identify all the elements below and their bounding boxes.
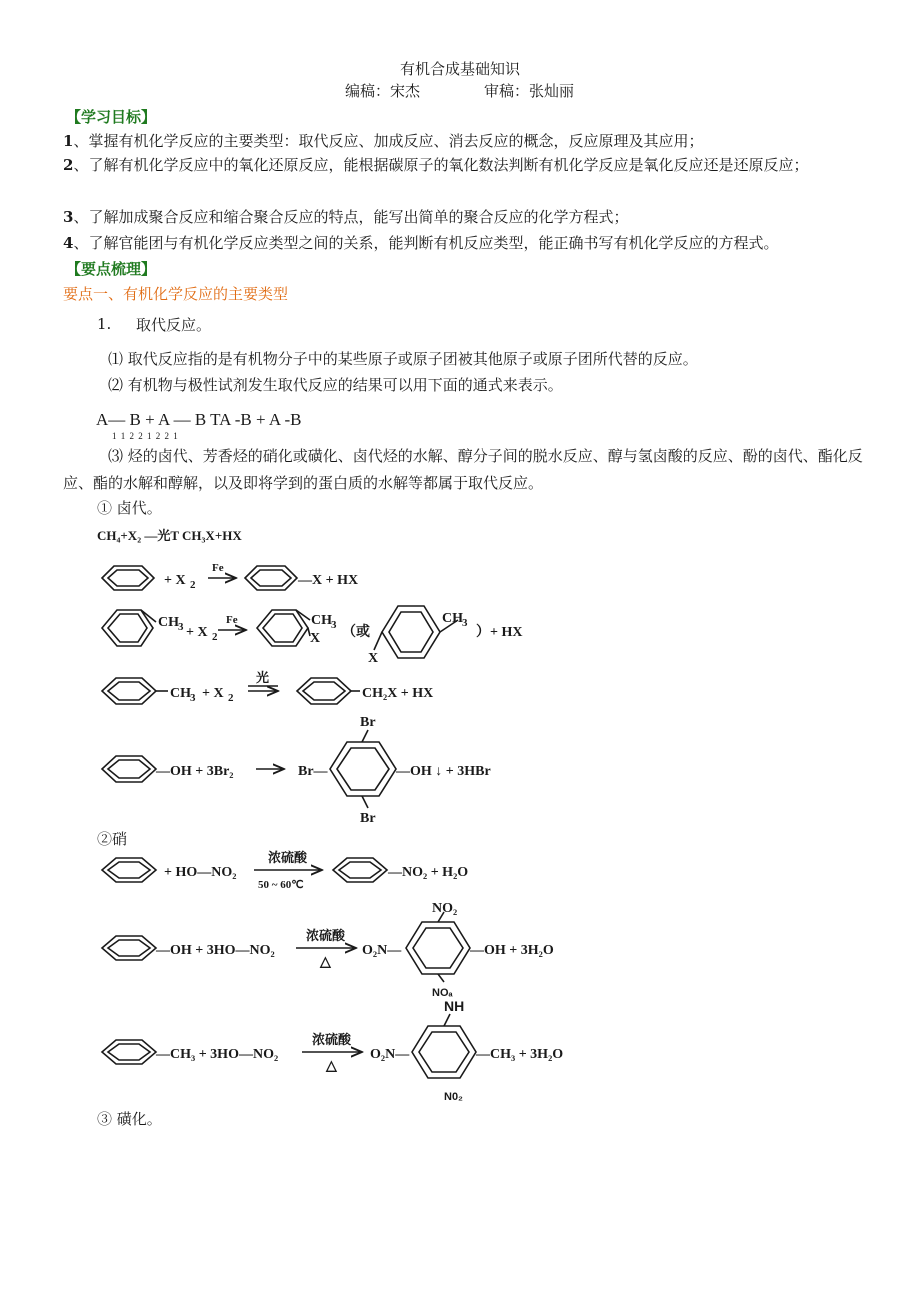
svg-text:（或: （或 [342, 625, 370, 640]
svg-text:CH: CH [442, 611, 463, 626]
svg-text:+ X: + X [186, 625, 208, 640]
svg-text:NH: NH [444, 998, 465, 1014]
objective-text: 、掌握有机化学反应的主要类型：取代反应、加成反应、消去反应的概念，反应原理及其应用； [73, 132, 704, 150]
svg-text:△: △ [326, 1059, 337, 1074]
svg-text:+ HO—NO₂: + HO—NO₂ [164, 865, 237, 880]
objective-number: 2 [63, 156, 74, 174]
svg-text:CH₂X + HX: CH₂X + HX [362, 686, 434, 701]
objective-number: 4 [63, 234, 74, 252]
paragraph-1: ⑴ 取代反应指的是有机物分子中的某些原子或原子团被其他原子或原子团所代替的反应。 [108, 350, 698, 368]
page-title: 有机合成基础知识 [400, 60, 521, 78]
svg-text:Fe: Fe [212, 562, 224, 574]
svg-text:Br: Br [360, 811, 376, 826]
svg-text:—OH + 3HO—NO₂: —OH + 3HO—NO₂ [156, 943, 275, 958]
paragraph-3: ⑶ 烃的卤代、芳香烃的硝化或磺化、卤代烃的水解、醇分子间的脱水反应、醇与氢卤酸的反应、酚的卤代、酯化反应、酯的水解和醇解，以及即将学到的蛋白质的水解等都属于取代反应。 [63, 447, 863, 492]
svg-text:NOₐ: NOₐ [432, 987, 453, 999]
svg-text:O₂N—: O₂N— [370, 1047, 410, 1062]
tnt-ring-icon [412, 1026, 476, 1078]
svg-text:+ X: + X [202, 686, 224, 701]
svg-text:浓硫酸: 浓硫酸 [306, 929, 346, 944]
sulfonation-label: ③ 磺化。 [97, 1110, 162, 1128]
tribromophenol-ring-icon [330, 742, 396, 796]
svg-text:△: △ [320, 955, 331, 970]
objective-text: 、了解加成聚合反应和缩合聚合反应的特点，能写出简单的聚合反应的化学方程式； [73, 208, 629, 226]
svg-text:N0₂: N0₂ [444, 1091, 463, 1103]
svg-text:）+ HX: ）+ HX [476, 625, 523, 640]
svg-text:3: 3 [178, 621, 184, 633]
svg-text:3: 3 [190, 692, 196, 704]
svg-text:CH: CH [311, 613, 332, 628]
svg-text:—X + HX: —X + HX [298, 573, 359, 588]
objective-number: 1 [63, 132, 74, 150]
svg-text:NO₂: NO₂ [432, 901, 458, 916]
svg-text:2: 2 [212, 631, 218, 643]
svg-text:—CH₃ + 3H₂O: —CH₃ + 3H₂O [476, 1047, 564, 1062]
formula-subscripts: 1 1 2 2 1 2 2 1 [112, 431, 179, 441]
svg-text:X: X [368, 651, 379, 666]
svg-text:3: 3 [462, 617, 468, 629]
svg-text:X: X [310, 631, 321, 646]
points-heading: 【要点梳理】 [66, 260, 157, 278]
svg-text:CH: CH [170, 686, 191, 701]
objective-text: 、了解官能团与有机化学反应类型之间的关系，能判断有机反应类型，能正确书写有机化学反应的方程式。 [73, 234, 779, 252]
svg-text:—OH + 3Br₂: —OH + 3Br₂ [156, 764, 234, 779]
nitration-label: ②硝 [97, 830, 128, 848]
svg-text:2: 2 [228, 692, 234, 704]
svg-text:光: 光 [256, 671, 270, 686]
objectives-heading: 【学习目标】 [66, 108, 157, 126]
objective-text: 、了解有机化学反应中的氧化还原反应，能根据碳原子的氧化数法判断有机化学反应是氧化反应还是还原反应； [73, 156, 809, 174]
svg-text:+ X: + X [164, 573, 186, 588]
point1-title: 要点一、有机化学反应的主要类型 [63, 285, 289, 303]
svg-text:CH: CH [158, 615, 179, 630]
chlorotoluene-ring-icon [257, 610, 308, 646]
svg-text:—NO₂ + H₂O: —NO₂ + H₂O [388, 865, 469, 880]
svg-text:Br—: Br— [298, 764, 328, 779]
svg-text:Fe: Fe [226, 614, 238, 626]
picric-acid-ring-icon [406, 922, 470, 974]
svg-text:O₂N—: O₂N— [362, 943, 402, 958]
general-formula: A— B + A — B TA -B + A -B [96, 410, 302, 429]
svg-text:浓硫酸: 浓硫酸 [312, 1033, 352, 1048]
editor-credit: 编稿：宋杰 [345, 82, 421, 100]
svg-text:50 ~ 60℃: 50 ~ 60℃ [258, 879, 304, 891]
sub1-title: 取代反应。 [136, 316, 212, 334]
toluene-ring-icon [102, 610, 153, 646]
methane-equation: CH₄+X₂ —光T CH₃X+HX [97, 528, 242, 543]
svg-text:2: 2 [190, 579, 196, 591]
objective-number: 3 [63, 208, 74, 226]
svg-text:—OH + 3H₂O: —OH + 3H₂O [470, 943, 554, 958]
paragraph-2: ⑵ 有机物与极性试剂发生取代反应的结果可以用下面的通式来表示。 [108, 376, 563, 394]
sub1-number: 1. [97, 315, 112, 333]
svg-text:—CH₃ + 3HO—NO₂: —CH₃ + 3HO—NO₂ [156, 1047, 279, 1062]
svg-text:浓硫酸: 浓硫酸 [268, 851, 308, 866]
reviewer-credit: 审稿：张灿丽 [484, 82, 575, 100]
halogenation-label: ① 卤代。 [97, 499, 162, 517]
svg-text:—OH ↓ + 3HBr: —OH ↓ + 3HBr [396, 764, 491, 779]
svg-text:Br: Br [360, 715, 376, 730]
para-ring-icon [382, 606, 440, 658]
svg-text:3: 3 [331, 619, 337, 631]
